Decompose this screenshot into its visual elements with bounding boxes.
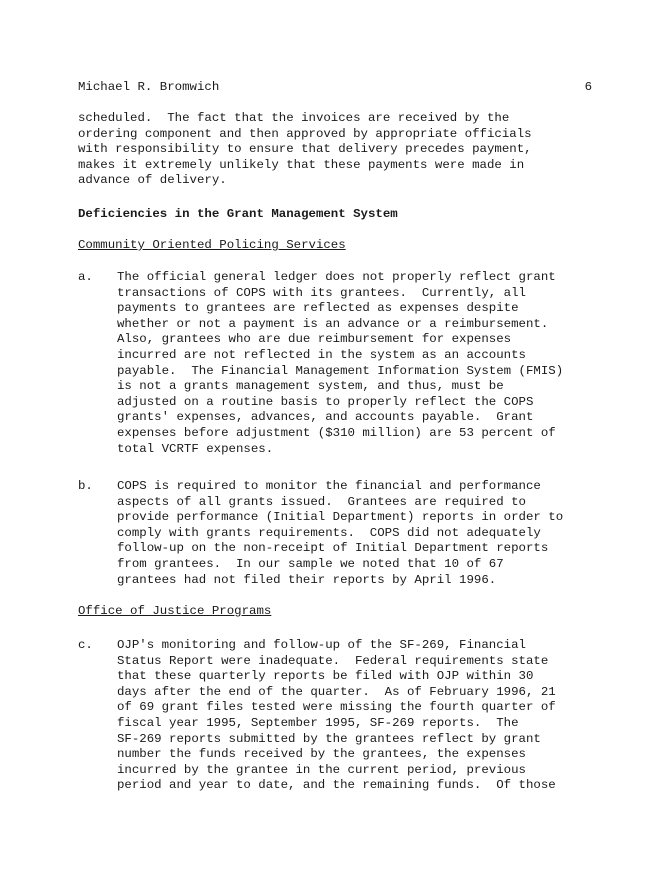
list-item-label: a.	[78, 270, 93, 284]
page-header	[78, 80, 592, 98]
header-addressee: Michael R. Bromwich	[78, 80, 220, 94]
subsection-title-cops: Community Oriented Policing Services	[78, 238, 346, 252]
list-item-label: b.	[78, 479, 93, 493]
page-number: 6	[584, 80, 592, 94]
list-item-text: OJP's monitoring and follow-up of the SF-269, Financial Status Report were inadequate. Federal requirements state that these quarterly reports be filed with OJP within 30 days after the end of the quarter. As of February 1996, 21 of 69 grant files tested were missing the fourth quarter of fiscal year 1995, September 1995, SF-269 reports. The SF-269 reports submitted by the grantees reflect by grant number the funds received by the grantees, the expenses incurred by the grantee in the current period, previous period and year to date, and the remaining funds. Of those	[117, 638, 556, 793]
list-item-text: The official general ledger does not properly reflect grant transactions of COPS with its grantees. Currently, all payments to grantees are reflected as expenses despite whether or not a payment is an advance or a reimbursement. Also, grantees who are due reimbursement for expenses incurred are not reflected in the system as an accounts payable. The Financial Management Information System (FMIS) is not a grants management system, and thus, must be adjusted on a routine basis to properly reflect the COPS grants' expenses, advances, and accounts payable. Grant expenses before adjustment ($310 million) are 53 percent of total VCRTF expenses.	[117, 270, 564, 456]
subsection-title-ojp: Office of Justice Programs	[78, 604, 272, 618]
list-item-label: c.	[78, 638, 93, 652]
list-item-text: COPS is required to monitor the financial and performance aspects of all grants issued. Grantees are required to provide performance (Initial Department) reports in order to comply with grants requirements. COPS did not adequately follow-up on the non-receipt of Initial Department reports from grantees. In our sample we noted that 10 of 67 grantees had not filed their reports by April 1996.	[117, 479, 564, 587]
intro-paragraph: scheduled. The fact that the invoices are received by the ordering component and then approved by appropriate officials with responsibility to ensure that delivery precedes payment, makes it extremely unlikely that these payments were made in advance of delivery.	[78, 111, 532, 188]
section-heading: Deficiencies in the Grant Management System	[78, 207, 398, 221]
